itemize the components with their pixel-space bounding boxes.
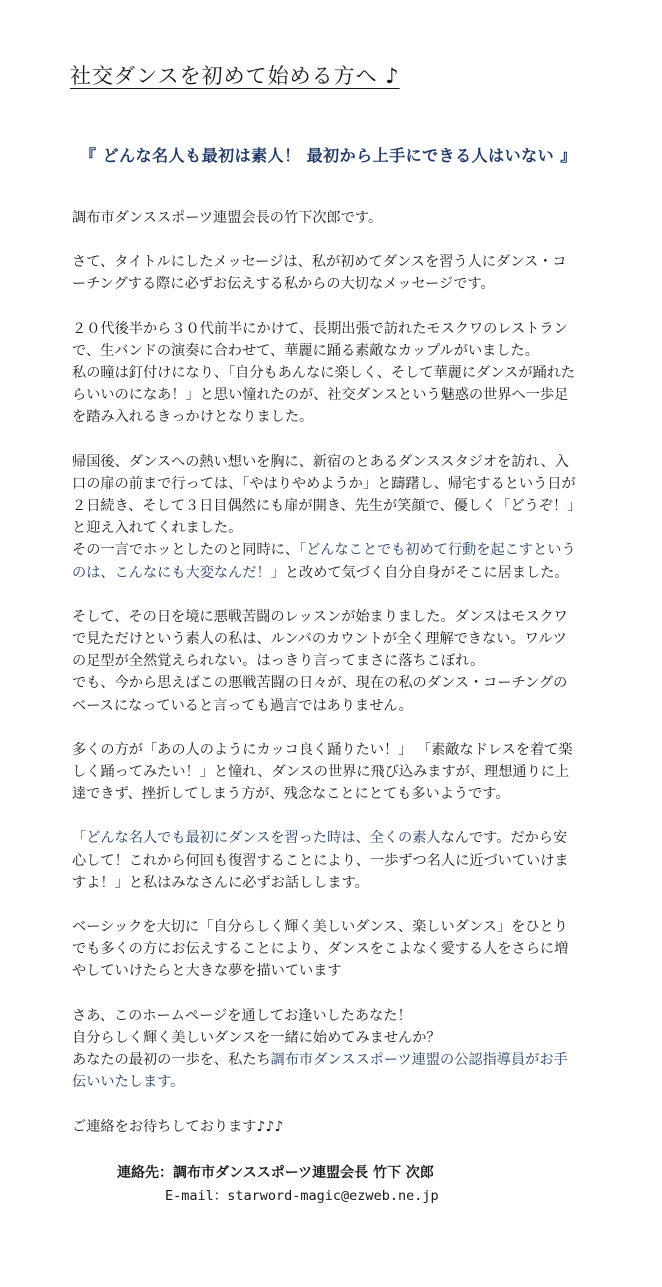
text-segment: らいいのになあ！」と思い憧れたのが、社交ダンスという魅惑の世界へ一歩足 xyxy=(72,387,569,404)
text-line xyxy=(72,251,600,273)
highlighted-text: 調布市ダンススポーツ連盟の公認指導員がお手 xyxy=(270,1052,568,1069)
text-line xyxy=(72,362,600,384)
text-segment: ２０代後半から３０代前半にかけて、長期出張で訪れたモスクワのレストラン xyxy=(72,320,568,337)
text-segment: と迎え入れてくれました。 xyxy=(72,520,243,537)
text-segment: 多くの方が「あの人のようにカッコ良く踊りたい！」 「素敵なドレスを着て楽 xyxy=(72,741,573,758)
text-line xyxy=(72,1005,600,1027)
text-line xyxy=(72,916,600,938)
text-line xyxy=(72,495,600,517)
text-segment: さて、タイトルにしたメッセージは、私が初めてダンスを習う人にダンス・コ xyxy=(72,254,567,271)
text-line xyxy=(72,340,600,362)
text-segment: の足型が全然覚えられない。はっきり言ってまさに落ちこぼれ。 xyxy=(72,653,485,670)
text-segment: 私の瞳は釘付けになり、「自分もあんなに楽しく、そして華麗にダンスが踊れた xyxy=(72,365,576,382)
text-line xyxy=(72,318,600,340)
paragraph xyxy=(72,1005,600,1094)
paragraph xyxy=(72,207,600,229)
text-line xyxy=(72,938,600,960)
text-line xyxy=(72,473,600,495)
text-line xyxy=(72,451,600,473)
text-segment: しく踊ってみたい！」と憧れ、ダンスの世界に飛び込みますが、理想通りに上 xyxy=(72,764,570,781)
paragraph xyxy=(72,916,600,983)
text-line xyxy=(72,606,600,628)
contact-line: 連絡先：調布市ダンススポーツ連盟会長 竹下 次郎 xyxy=(117,1165,434,1181)
text-line xyxy=(72,761,600,783)
article-body xyxy=(72,207,600,1138)
text-segment: 心して！これから何回も復習することにより、一歩ずつ名人に近づいていけま xyxy=(72,852,569,869)
headline-quote: 『 どんな名人も最初は素人！ 最初から上手にできる人はいない 』 xyxy=(80,146,577,165)
paragraph xyxy=(72,1116,600,1138)
text-segment: そして、その日を境に悪戦苦闘のレッスンが始まりました。ダンスはモスクワ xyxy=(72,608,568,625)
text-segment: さあ、このホームページを通してお逢いしたあなた！ xyxy=(72,1007,412,1024)
text-line xyxy=(72,406,600,428)
text-line xyxy=(72,739,600,761)
paragraph xyxy=(72,606,600,717)
text-line xyxy=(72,1027,600,1049)
highlighted-text: 「どんな名人でも最初にダンスを習った時は、全くの素人 xyxy=(72,830,441,847)
text-segment: あなたの最初の一歩を、私たち xyxy=(72,1052,271,1069)
text-line xyxy=(72,783,600,805)
text-line xyxy=(72,850,600,872)
highlighted-text: 「どんなことでも初めて行動を起こすという xyxy=(299,542,576,559)
text-segment: 達できず、挫折してしまう方が、残念なことにとても多いようです。 xyxy=(72,786,510,803)
text-segment: 口の扉の前まで行っては、「やはりやめようか」と躊躇し、帰宅するという日が xyxy=(72,475,576,492)
paragraph xyxy=(72,739,600,806)
text-segment: やしていけたらと大きな夢を描いています xyxy=(72,963,342,980)
text-line xyxy=(72,1071,600,1093)
text-segment: でも多くの方にお伝えすることにより、ダンスをこよなく愛する人をさらに増 xyxy=(72,941,569,958)
text-segment: ご連絡をお待ちしております♪♪♪ xyxy=(72,1118,284,1135)
text-segment: でも、今から思えばこの悪戦苦闘の日々が、現在の私のダンス・コーチングの xyxy=(72,675,568,692)
text-line xyxy=(72,1049,600,1071)
text-segment: 自分らしく輝く美しいダンスを一緒に始めてみませんか？ xyxy=(72,1029,441,1046)
text-line xyxy=(72,628,600,650)
text-line xyxy=(72,1116,600,1138)
text-line xyxy=(72,672,600,694)
paragraph xyxy=(72,827,600,894)
text-segment: ベーシックを大切に「自分らしく輝く美しいダンス、楽しいダンス」をひとり xyxy=(72,919,568,936)
paragraph xyxy=(72,451,600,584)
text-segment: ーチングする際に必ずお伝えする私からの大切なメッセージです。 xyxy=(72,276,495,293)
contact-signature xyxy=(117,1162,439,1208)
text-segment: 調布市ダンススポーツ連盟会長の竹下次郎です。 xyxy=(72,210,383,226)
highlighted-text: のは、こんなにも大変なんだ！」 xyxy=(72,564,285,581)
text-line xyxy=(72,562,600,584)
paragraph xyxy=(72,318,600,429)
page-title: 社交ダンスを初めて始める方へ ♪ xyxy=(70,64,400,88)
text-line xyxy=(72,650,600,672)
text-line xyxy=(72,539,600,561)
text-segment: すよ！」と私はみなさんに必ずお話しします。 xyxy=(72,874,369,891)
paragraph xyxy=(72,251,600,295)
text-segment: 帰国後、ダンスへの熱い想いを胸に、新宿のとあるダンススタジオを訪れ、入 xyxy=(72,453,569,470)
text-line xyxy=(72,384,600,406)
text-segment: なんです。だから安 xyxy=(440,830,568,847)
text-line xyxy=(72,960,600,982)
text-segment: で見ただけという素人の私は、ルンバのカウントが全く理解できない。ワルツ xyxy=(72,631,567,648)
text-segment: ベースになっていると言っても過言ではありません。 xyxy=(72,697,413,714)
highlighted-text: 伝いいたします。 xyxy=(72,1074,185,1091)
text-segment: を踏み入れるきっかけとなりました。 xyxy=(72,409,314,426)
email-line: E-mail：starword-magic@ezweb.ne.jp xyxy=(165,1188,439,1204)
text-line xyxy=(72,273,600,295)
text-line xyxy=(72,207,600,229)
text-line xyxy=(72,695,600,717)
text-segment: その一言でホッとしたのと同時に、 xyxy=(72,542,300,559)
text-segment: と改めて気づく自分自身がそこに居ました。 xyxy=(284,564,569,581)
text-line xyxy=(72,517,600,539)
text-line xyxy=(72,872,600,894)
text-segment: ２日続き、そして３日目偶然にも扉が開き、先生が笑顔で、優しく「どうぞ！」 xyxy=(72,498,582,515)
text-segment: で、生バンドの演奏に合わせて、華麗に踊る素敵なカップルがいました。 xyxy=(72,342,539,359)
text-line xyxy=(72,827,600,849)
